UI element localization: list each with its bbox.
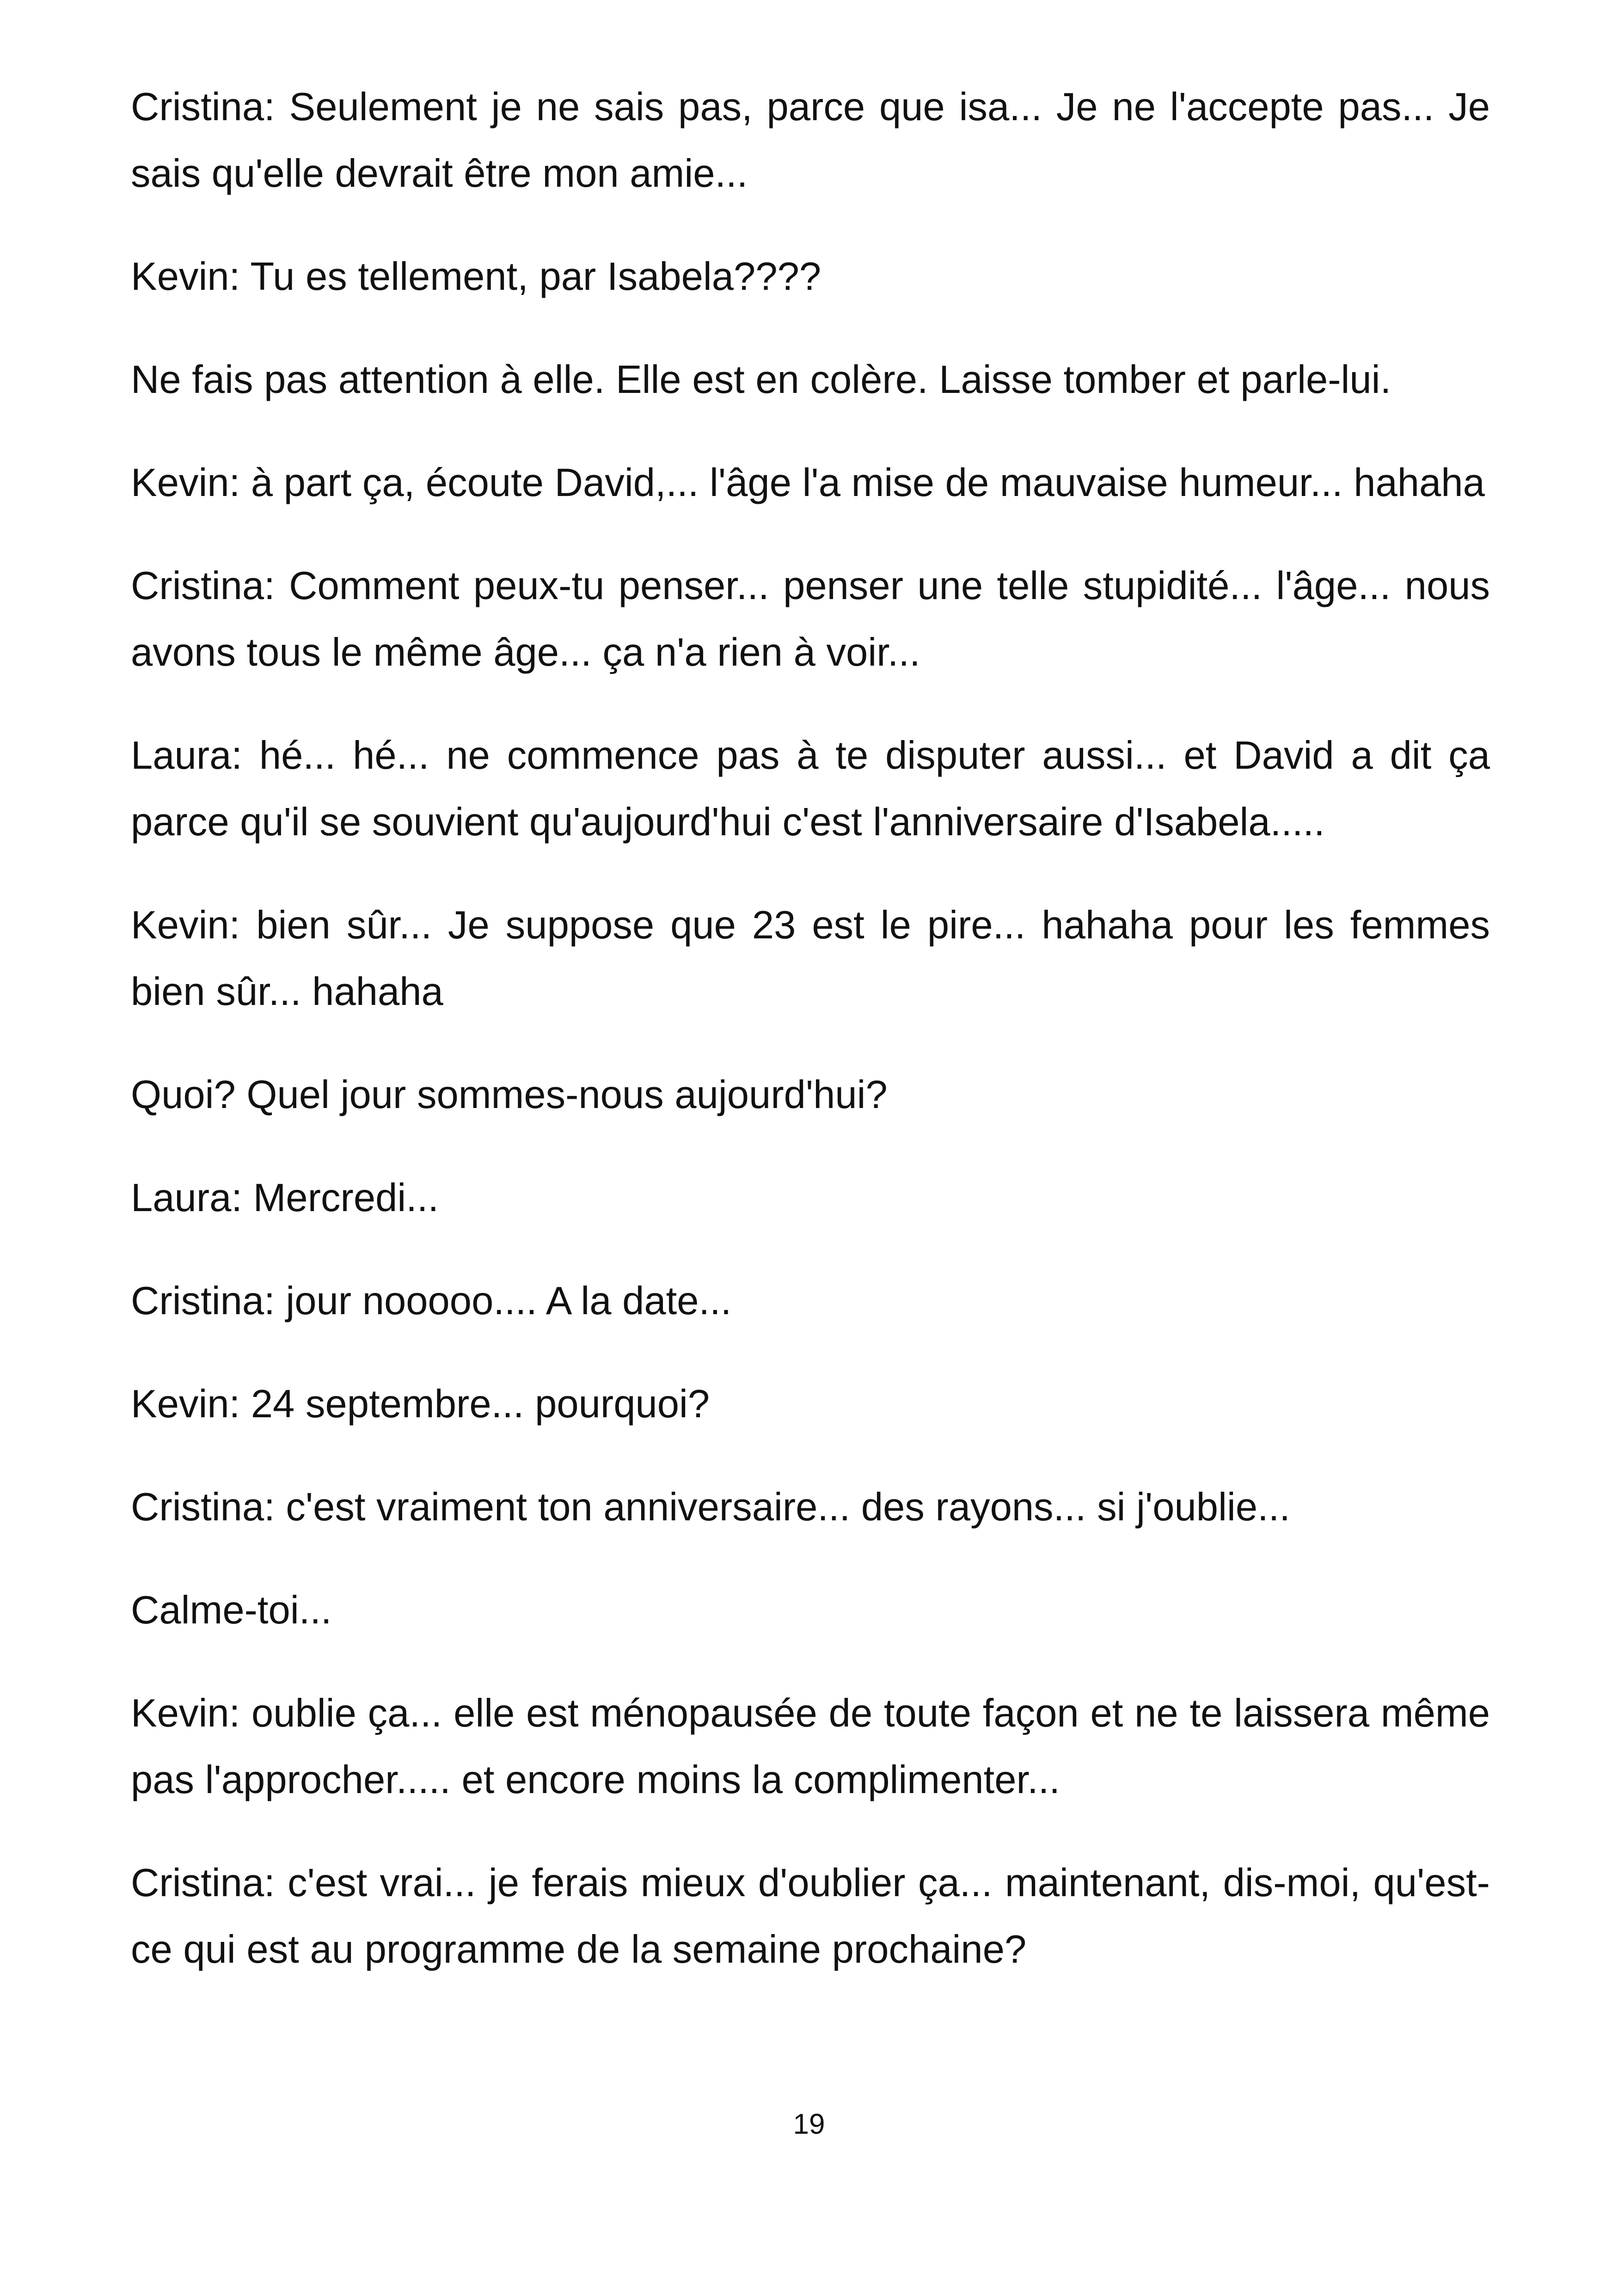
paragraph: Kevin: Tu es tellement, par Isabela???? [131, 255, 821, 299]
paragraph: Calme-toi... [131, 1588, 332, 1632]
paragraph: Kevin: à part ça, écoute David,... l'âge l'a mise de mauvaise humeur... hahaha [131, 461, 1485, 505]
paragraph: Laura: Mercredi... [131, 1176, 439, 1220]
paragraph: Cristina: jour nooooo.... A la date... [131, 1279, 732, 1323]
body-text [131, 74, 1490, 2020]
page-number: 19 [793, 2108, 825, 2140]
paragraph: Kevin: oublie ça... elle est ménopausée de toute façon et ne te laissera même pas l'approcher..... et encore moins la complimenter... [131, 1691, 1490, 1802]
paragraph: Kevin: bien sûr... Je suppose que 23 est le pire... hahaha pour les femmes bien sûr... hahaha [131, 903, 1490, 1014]
paragraph: Quoi? Quel jour sommes-nous aujourd'hui? [131, 1073, 888, 1117]
paragraph: Cristina: Comment peux-tu penser... penser une telle stupidité... l'âge... nous avons tous le même âge... ça n'a rien à voir... [131, 564, 1490, 674]
paragraph: Kevin: 24 septembre... pourquoi? [131, 1382, 710, 1426]
paragraph: Laura: hé... hé... ne commence pas à te disputer aussi... et David a dit ça parce qu'il se souvient qu'aujourd'hui c'est l'anniversaire d'Isabela..... [131, 734, 1490, 844]
paragraph: Ne fais pas attention à elle. Elle est en colère. Laisse tomber et parle-lui. [131, 358, 1391, 402]
paragraph: Cristina: c'est vraiment ton anniversaire... des rayons... si j'oublie... [131, 1485, 1290, 1529]
paragraph: Cristina: c'est vrai... je ferais mieux d'oublier ça... maintenant, dis-moi, qu'est-ce qui est au programme de la semaine prochaine? [131, 1861, 1490, 1971]
paragraph: Cristina: Seulement je ne sais pas, parce que isa... Je ne l'accepte pas... Je sais qu'elle devrait être mon amie... [131, 85, 1490, 196]
